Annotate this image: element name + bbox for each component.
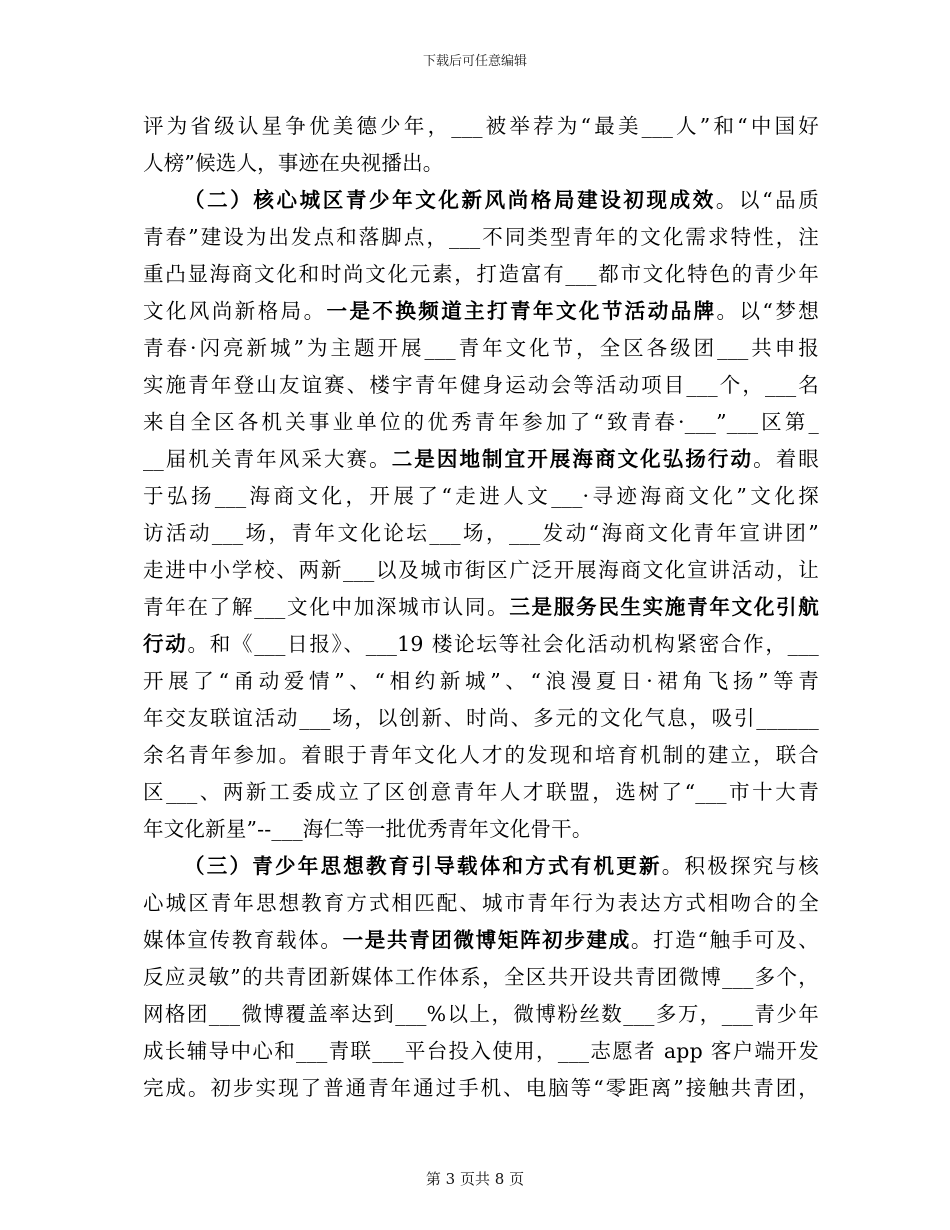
text-segment: __届机关青年风采大赛。 — [143, 447, 392, 471]
text-segment: 重凸显海商文化和时尚文化元素，打造富有___都市文化特色的青少年 — [143, 262, 819, 286]
text-segment: 年交友联谊活动___场，以创新、时尚、多元的文化气息，吸引______ — [143, 706, 819, 730]
bold-text-segment: 一是共青团微博矩阵初步建成 — [342, 928, 631, 952]
text-line — [143, 182, 819, 219]
text-segment: 实施青年登山友谊赛、楼宇青年健身运动会等活动项目___个，___名 — [143, 373, 819, 397]
text-line — [143, 293, 819, 330]
text-line — [143, 1070, 819, 1107]
text-segment: 走进中小学校、两新___以及城市街区广泛开展海商文化宣讲活动，让 — [143, 558, 819, 582]
text-line — [143, 552, 819, 589]
text-line — [143, 885, 819, 922]
text-segment: 媒体宣传教育载体。 — [143, 928, 343, 952]
text-line — [143, 626, 819, 663]
text-line — [143, 996, 819, 1033]
text-segment: 。着眼 — [753, 447, 820, 471]
text-line — [143, 589, 819, 626]
text-segment: 余名青年参加。着眼于青年文化人才的发现和培育机制的建立，联合 — [143, 743, 819, 767]
text-segment: 文化风尚新格局。 — [143, 299, 327, 323]
bold-text-segment: （二）核心城区青少年文化新风尚格局建设初现成效 — [184, 188, 716, 212]
text-segment: 访活动___场，青年文化论坛___场，___发动“海商文化青年宣讲团” — [143, 521, 819, 545]
text-segment: 网格团___微博覆盖率达到___%以上，微博粉丝数___多万，___青少年 — [143, 1002, 819, 1026]
text-line — [143, 700, 819, 737]
text-segment: 。以“梦想 — [716, 299, 819, 323]
text-line — [143, 737, 819, 774]
bold-text-segment: （三）青少年思想教育引导载体和方式有机更新 — [184, 854, 662, 878]
page-header: 下载后可任意编辑 — [422, 54, 527, 69]
text-line — [143, 959, 819, 996]
text-segment: 开展了“甬动爱情”、“相约新城”、“浪漫夏日·裙角飞扬”等青 — [143, 669, 819, 693]
text-line — [143, 256, 819, 293]
text-segment: 年文化新星”--___海仁等一批优秀青年文化骨干。 — [143, 817, 593, 841]
text-line — [143, 811, 819, 848]
bold-text-segment: 一是不换频道主打青年文化节活动品牌 — [326, 299, 717, 323]
text-segment: 于弘扬___海商文化，开展了“走进人文___·寻迹海商文化”文化探 — [143, 484, 819, 508]
text-segment: 完成。初步实现了普通青年通过手机、电脑等“零距离”接触共青团， — [143, 1076, 819, 1100]
text-segment: 反应灵敏”的共青团新媒体工作体系，全区共开设共青团微博___多个， — [143, 965, 819, 989]
text-segment: 。以“品质 — [715, 188, 819, 212]
text-line — [143, 330, 819, 367]
text-line — [143, 478, 819, 515]
text-segment: 人榜”候选人，事迹在央视播出。 — [143, 151, 444, 175]
text-segment: 。打造“触手可及、 — [630, 928, 819, 952]
page-footer: 第 3 页共 8 页 — [425, 1170, 525, 1188]
text-line — [143, 515, 819, 552]
text-line — [143, 774, 819, 811]
text-line — [143, 1033, 819, 1070]
text-line — [143, 145, 819, 182]
text-line — [143, 367, 819, 404]
text-line — [143, 219, 819, 256]
text-line — [143, 848, 819, 885]
text-line — [143, 404, 819, 441]
text-segment: 。和《___日报》、___19 楼论坛等社会化活动机构紧密合作，___ — [187, 632, 819, 656]
text-segment: 青年在了解___文化中加深城市认同。 — [143, 595, 510, 619]
text-segment: 评为省级认星争优美德少年，___被举荐为“最美___人”和“中国好 — [143, 114, 819, 138]
text-segment: 来自全区各机关事业单位的优秀青年参加了“致青春·___”___区第_ — [143, 410, 819, 434]
document-body — [143, 108, 819, 1107]
bold-text-segment: 三是服务民生实施青年文化引航 — [509, 595, 819, 619]
text-line — [143, 108, 819, 145]
text-segment: 区___、两新工委成立了区创意青年人才联盟，选树了“___市十大青 — [143, 780, 819, 804]
bold-text-segment: 行动 — [143, 632, 188, 656]
bold-text-segment: 二是因地制宜开展海商文化弘扬行动 — [391, 447, 754, 471]
text-line — [143, 663, 819, 700]
text-segment: 青春·闪亮新城”为主题开展___青年文化节，全区各级团___共申报 — [143, 336, 819, 360]
text-segment: 。积极探究与核 — [661, 854, 819, 878]
text-segment: 成长辅导中心和___青联___平台投入使用，___志愿者 app 客户端开发 — [143, 1039, 819, 1063]
text-line — [143, 441, 819, 478]
text-segment: 青春”建设为出发点和落脚点，___不同类型青年的文化需求特性，注 — [143, 225, 819, 249]
text-line — [143, 922, 819, 959]
text-segment: 心城区青年思想教育方式相匹配、城市青年行为表达方式相吻合的全 — [143, 891, 819, 915]
